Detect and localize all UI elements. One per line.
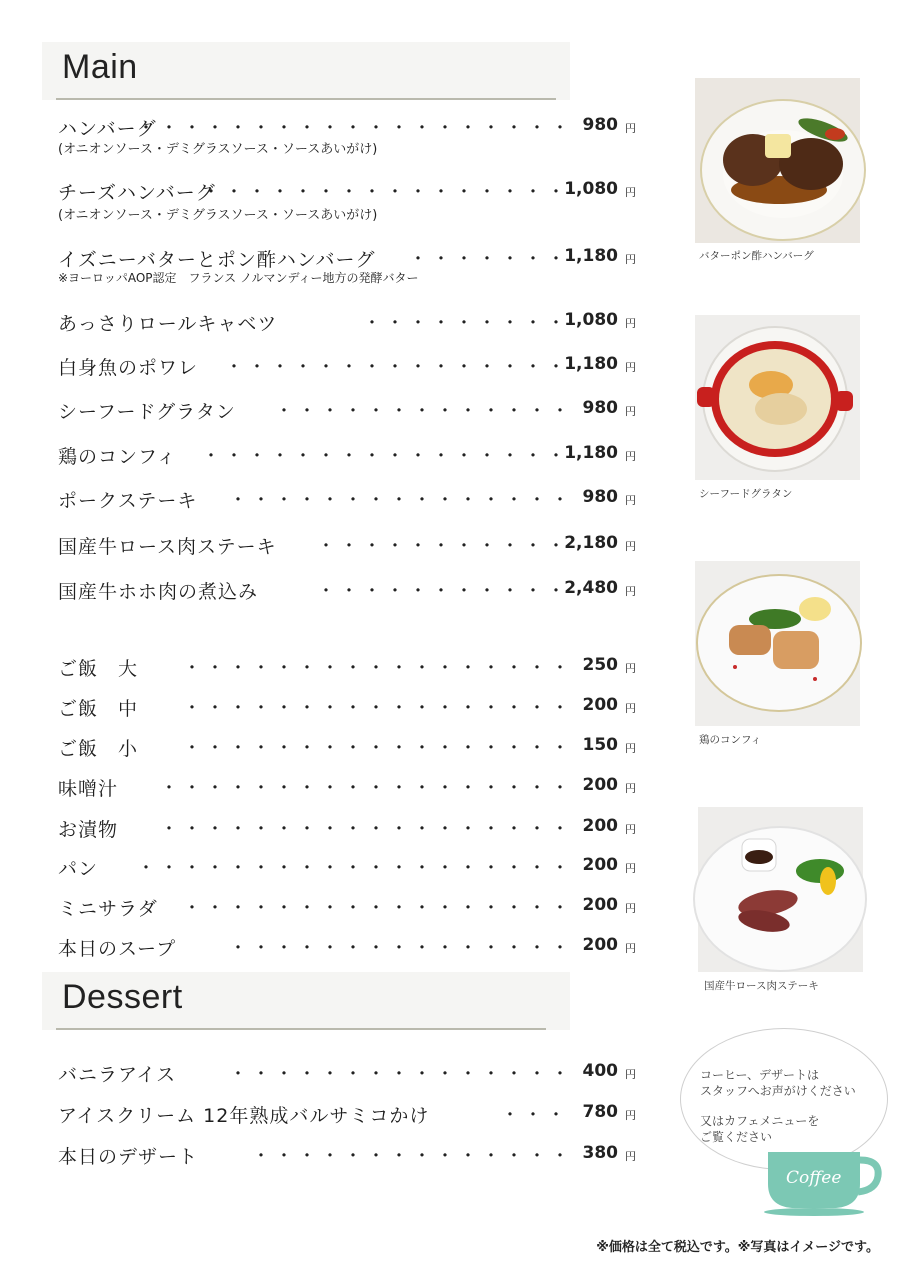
menu-item-price: 1,180 — [564, 246, 618, 266]
speech-bubble — [680, 1028, 888, 1170]
dot-leader: ・・・・・・・・・・・・・・・ — [229, 1064, 574, 1085]
menu-item-name: ハンバーグ — [58, 118, 157, 140]
footer-note: ※価格は全て税込です。※写真はイメージです。 — [596, 1240, 879, 1255]
menu-item-name: アイスクリーム 12年熟成バルサミコかけ — [58, 1105, 430, 1127]
dot-leader: ・・・・・・・・・・・・・・・ — [229, 938, 574, 959]
dessert-section-header — [42, 972, 570, 1030]
seafood-gratin-photo-image — [695, 315, 860, 480]
menu-item-price: 400 — [582, 1061, 618, 1081]
yen-unit: 円 — [625, 702, 636, 715]
menu-item-name: あっさりロールキャベツ — [58, 313, 278, 335]
menu-item-price: 980 — [582, 398, 618, 418]
menu-item-name: 国産牛ホホ肉の煮込み — [58, 581, 259, 603]
menu-item-name: ご飯 大 — [58, 658, 139, 680]
menu-item-name: ポークステーキ — [58, 490, 198, 512]
menu-item-name: 味噌汁 — [58, 778, 119, 800]
menu-item-price: 1,080 — [564, 179, 618, 199]
dot-leader: ・・・・・・・・・・・・・・・・・・・ — [137, 858, 574, 879]
dot-leader: ・・・・・・・・・・・・・・・ — [229, 490, 574, 511]
yen-unit: 円 — [625, 405, 636, 418]
seafood-gratin-photo — [695, 315, 860, 480]
menu-item-price: 1,180 — [564, 354, 618, 374]
yen-unit: 円 — [625, 1150, 636, 1163]
photo-caption: 鶏のコンフィ — [699, 734, 762, 746]
dot-leader: ・・・・・・・・・・・・・・・・・・ — [160, 778, 574, 799]
menu-item-note: (オニオンソース・デミグラスソース・ソースあいがけ) — [58, 142, 378, 157]
menu-item-price: 780 — [582, 1102, 618, 1122]
dot-leader: ・・・・・・・・・・・・・・・・・ — [183, 898, 574, 919]
divider — [56, 1028, 546, 1030]
beef-steak-photo-image — [698, 807, 863, 972]
beef-steak-photo — [698, 807, 863, 972]
dot-leader: ・・・・・・・・・・・・・・・・・ — [183, 658, 574, 679]
yen-unit: 円 — [625, 942, 636, 955]
menu-item-price: 1,080 — [564, 310, 618, 330]
menu-item-price: 200 — [582, 855, 618, 875]
chicken-confit-photo — [695, 561, 860, 726]
bubble-text-line: スタッフへお声がけください — [700, 1084, 856, 1098]
menu-item-price: 200 — [582, 895, 618, 915]
main-section-header — [42, 42, 570, 100]
yen-unit: 円 — [625, 494, 636, 507]
dot-leader: ・・・・・・・・・・・・・・・・・ — [183, 738, 574, 759]
menu-item-name: お漬物 — [58, 819, 119, 841]
yen-unit: 円 — [625, 540, 636, 553]
coffee-cup-label: Coffee — [786, 1168, 842, 1188]
yen-unit: 円 — [625, 450, 636, 463]
menu-item-name: イズニーバターとポン酢ハンバーグ — [58, 249, 376, 271]
yen-unit: 円 — [625, 361, 636, 374]
dot-leader: ・・・・・・・・・・・・・・・・ — [202, 182, 570, 203]
yen-unit: 円 — [625, 902, 636, 915]
photo-caption: 国産牛ロース肉ステーキ — [704, 980, 819, 992]
yen-unit: 円 — [625, 782, 636, 795]
menu-item-name: チーズハンバーグ — [58, 182, 216, 204]
menu-item-name: ミニサラダ — [58, 898, 158, 920]
bubble-text-line: 又はカフェメニューを — [700, 1114, 820, 1128]
menu-item-price: 200 — [582, 935, 618, 955]
chicken-confit-photo-image — [695, 561, 860, 726]
menu-item-price: 150 — [582, 735, 618, 755]
yen-unit: 円 — [625, 1068, 636, 1081]
hamburg-steak-photo — [695, 78, 860, 243]
yen-unit: 円 — [625, 317, 636, 330]
dot-leader: ・・・・・・・・・・・・・ — [275, 401, 574, 422]
hamburg-steak-photo-image — [695, 78, 860, 243]
dot-leader: ・・・・・・・・・・・・・・・ — [225, 357, 570, 378]
dot-leader: ・・・・・・・・・・・・・・・・・・・ — [137, 118, 574, 139]
photo-caption: バターポン酢ハンバーグ — [699, 250, 814, 262]
dot-leader: ・・・ — [501, 1105, 570, 1126]
photo-caption: シーフードグラタン — [699, 488, 793, 500]
menu-item-price: 1,180 — [564, 443, 618, 463]
yen-unit: 円 — [625, 585, 636, 598]
menu-item-price: 2,180 — [564, 533, 618, 553]
menu-item-price: 200 — [582, 816, 618, 836]
dot-leader: ・・・・・・・・・・・・・・ — [252, 1146, 574, 1167]
menu-item-price: 200 — [582, 775, 618, 795]
menu-item-name: ご飯 小 — [58, 738, 139, 760]
dot-leader: ・・・・・・・・・・・・・・・・・・ — [160, 819, 574, 840]
menu-item-price: 250 — [582, 655, 618, 675]
menu-item-price: 200 — [582, 695, 618, 715]
dot-leader: ・・・・・・・ — [409, 249, 570, 270]
yen-unit: 円 — [625, 1109, 636, 1122]
dot-leader: ・・・・・・・・・ — [363, 313, 570, 334]
menu-item-name: シーフードグラタン — [58, 401, 236, 423]
menu-item-note: (オニオンソース・デミグラスソース・ソースあいがけ) — [58, 208, 378, 223]
dot-leader: ・・・・・・・・・・・ — [317, 536, 570, 557]
dessert-section-title: Dessert — [62, 978, 183, 1016]
yen-unit: 円 — [625, 253, 636, 266]
main-section-title: Main — [62, 48, 138, 86]
yen-unit: 円 — [625, 742, 636, 755]
yen-unit: 円 — [625, 823, 636, 836]
menu-item-price: 380 — [582, 1143, 618, 1163]
yen-unit: 円 — [625, 122, 636, 135]
divider — [56, 98, 556, 100]
dot-leader: ・・・・・・・・・・・・・・・・・ — [183, 698, 574, 719]
coffee-cup-icon — [764, 1150, 884, 1218]
menu-item-name: パン — [58, 858, 99, 880]
dot-leader: ・・・・・・・・・・・・・・・・ — [202, 446, 570, 467]
menu-item-note: ※ヨーロッパAOP認定 フランス ノルマンディー地方の発酵バター — [58, 271, 419, 285]
menu-item-name: 国産牛ロース肉ステーキ — [58, 536, 277, 558]
menu-item-price: 2,480 — [564, 578, 618, 598]
menu-item-price: 980 — [582, 115, 618, 135]
menu-item-name: 白身魚のポワレ — [58, 357, 199, 379]
bubble-text-line: ご覧ください — [700, 1130, 773, 1144]
menu-item-name: 本日のスープ — [58, 938, 177, 960]
bubble-text-line: コーヒー、デザートは — [700, 1068, 820, 1082]
dot-leader: ・・・・・・・・・・・ — [317, 581, 570, 602]
menu-item-name: 鶏のコンフィ — [58, 446, 177, 468]
yen-unit: 円 — [625, 862, 636, 875]
yen-unit: 円 — [625, 662, 636, 675]
menu-item-name: ご飯 中 — [58, 698, 139, 720]
menu-item-price: 980 — [582, 487, 618, 507]
menu-item-name: バニラアイス — [58, 1064, 177, 1086]
menu-item-name: 本日のデザート — [58, 1146, 199, 1168]
yen-unit: 円 — [625, 186, 636, 199]
